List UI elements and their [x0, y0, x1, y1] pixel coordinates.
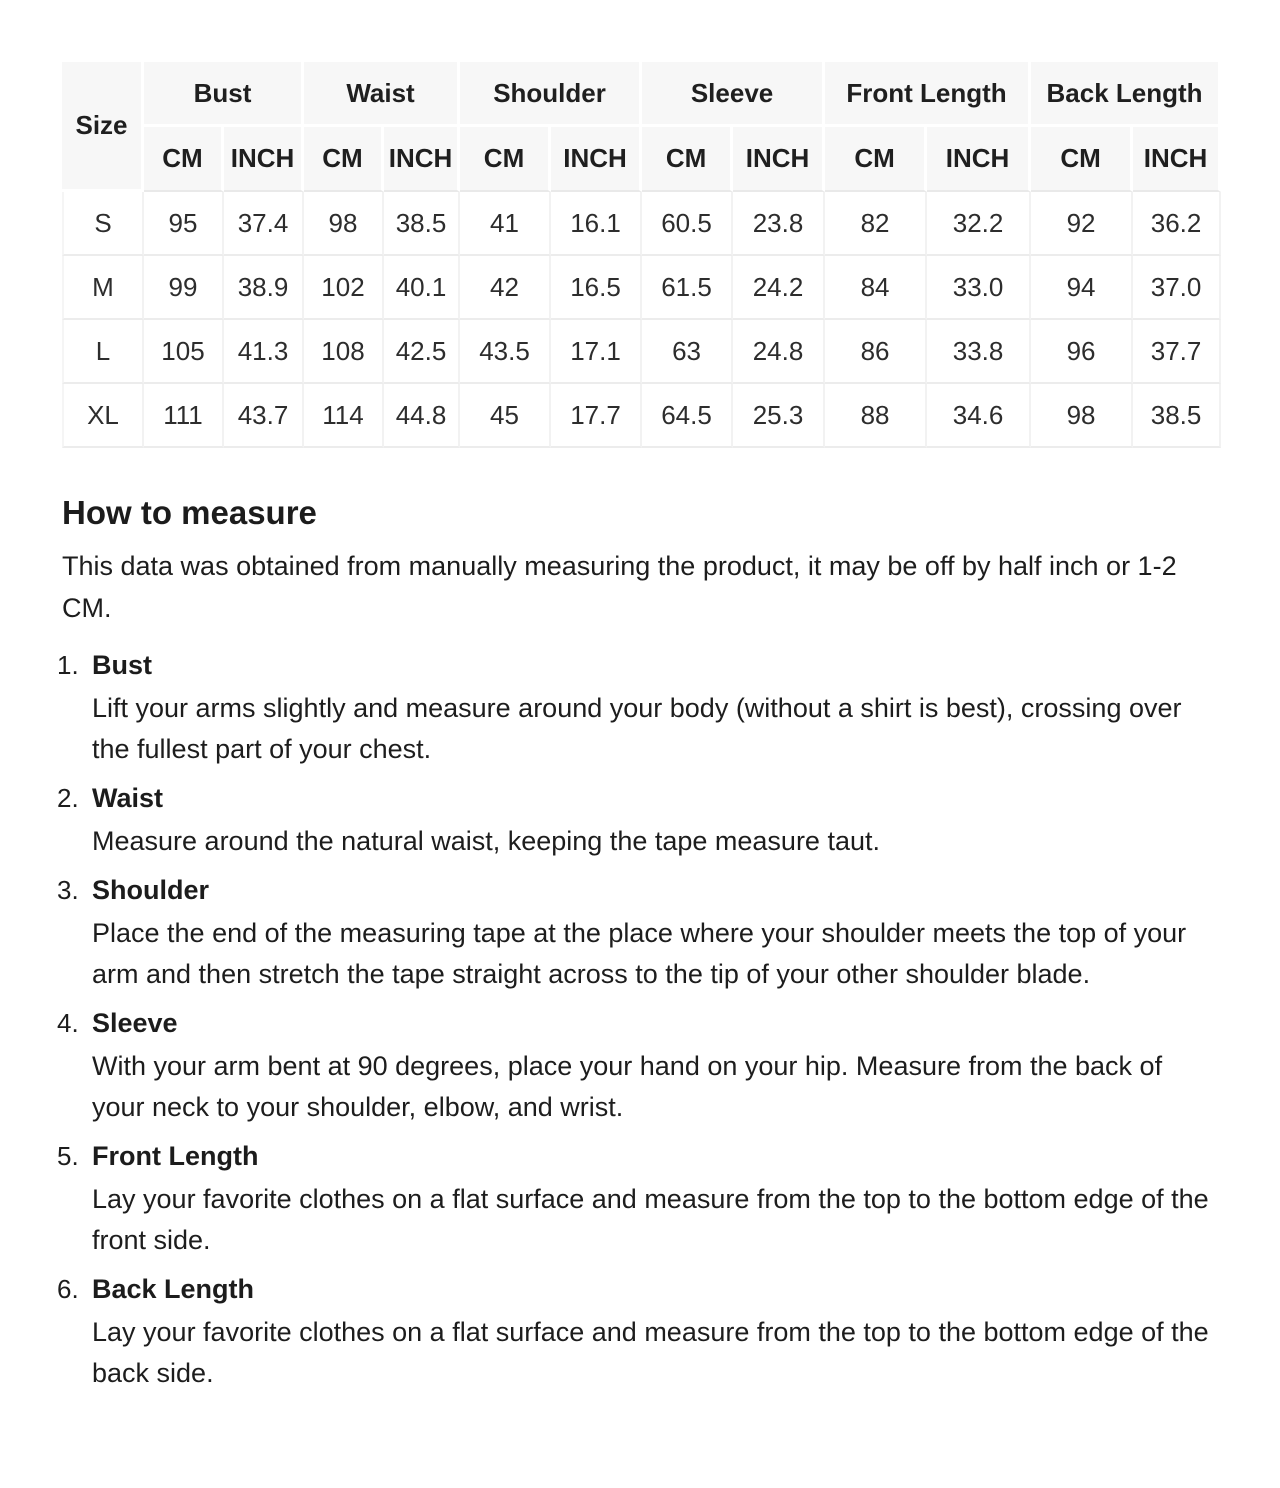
group-header-shoulder: Shoulder [460, 62, 642, 127]
measurement-value-inch: 41.3 [224, 320, 304, 384]
group-header-sleeve: Sleeve [642, 62, 825, 127]
step-description: Place the end of the measuring tape at the place where your shoulder meets the top of your arm and then stretch the tape straight across to the tip of your other shoulder blade. [92, 918, 1187, 989]
step-title: Bust [92, 650, 152, 680]
measurement-value-cm: 98 [1031, 384, 1133, 448]
size-chart-row [62, 384, 1221, 448]
unit-header-row [62, 127, 1221, 192]
measurement-value-cm: 63 [642, 320, 733, 384]
measurement-value-cm: 114 [304, 384, 384, 448]
unit-header-inch: INCH [927, 127, 1031, 192]
measurement-value-inch: 16.1 [551, 192, 642, 256]
measurement-value-cm: 111 [144, 384, 224, 448]
step-title: Sleeve [92, 1008, 178, 1038]
measurement-value-inch: 36.2 [1133, 192, 1221, 256]
unit-header-cm: CM [642, 127, 733, 192]
measurement-value-cm: 82 [825, 192, 927, 256]
unit-header-cm: CM [304, 127, 384, 192]
measure-steps-list [57, 645, 1221, 1394]
measurement-value-cm: 102 [304, 256, 384, 320]
unit-header-inch: INCH [384, 127, 460, 192]
measurement-value-cm: 108 [304, 320, 384, 384]
size-chart-table [62, 62, 1221, 448]
group-header-bust: Bust [144, 62, 304, 127]
step-title: Shoulder [92, 875, 210, 905]
measurement-value-inch: 38.5 [384, 192, 460, 256]
measurement-value-cm: 92 [1031, 192, 1133, 256]
measure-step-item [57, 645, 1221, 770]
measurement-value-inch: 37.4 [224, 192, 304, 256]
measurement-value-cm: 88 [825, 384, 927, 448]
unit-header-cm: CM [460, 127, 551, 192]
step-title: Waist [92, 783, 164, 813]
measure-step-item [57, 1003, 1221, 1128]
step-description: Lift your arms slightly and measure around your body (without a shirt is best), crossing over the fullest part of your chest. [92, 693, 1182, 764]
measurement-value-inch: 34.6 [927, 384, 1031, 448]
measurement-value-cm: 42 [460, 256, 551, 320]
measurement-value-cm: 96 [1031, 320, 1133, 384]
measurement-value-inch: 37.0 [1133, 256, 1221, 320]
how-to-measure-heading: How to measure [62, 494, 317, 531]
measure-disclaimer-text: This data was obtained from manually measuring the product, it may be off by half inch or 1-2 CM. [62, 551, 1177, 623]
size-label-cell: XL [62, 384, 144, 448]
unit-header-inch: INCH [1133, 127, 1221, 192]
measurement-value-inch: 40.1 [384, 256, 460, 320]
measurement-value-inch: 38.9 [224, 256, 304, 320]
step-number: 2. [57, 783, 79, 813]
measurement-value-inch: 17.1 [551, 320, 642, 384]
measurement-value-inch: 44.8 [384, 384, 460, 448]
measurement-group-row [62, 62, 1221, 127]
group-header-front-length: Front Length [825, 62, 1031, 127]
measurement-value-inch: 33.8 [927, 320, 1031, 384]
step-description: Lay your favorite clothes on a flat surface and measure from the top to the bottom edge of the front side. [92, 1184, 1209, 1255]
step-title: Back Length [92, 1274, 255, 1304]
step-number: 5. [57, 1141, 79, 1171]
measurement-value-inch: 24.8 [733, 320, 825, 384]
unit-header-inch: INCH [733, 127, 825, 192]
measurement-value-inch: 32.2 [927, 192, 1031, 256]
measurement-value-inch: 16.5 [551, 256, 642, 320]
unit-header-cm: CM [825, 127, 927, 192]
size-label-cell: S [62, 192, 144, 256]
step-description: With your arm bent at 90 degrees, place your hand on your hip. Measure from the back of your neck to your shoulder, elbow, and wrist. [92, 1051, 1163, 1122]
measurement-value-cm: 84 [825, 256, 927, 320]
measurement-value-cm: 41 [460, 192, 551, 256]
measurement-value-cm: 105 [144, 320, 224, 384]
measurement-value-inch: 38.5 [1133, 384, 1221, 448]
measurement-value-inch: 42.5 [384, 320, 460, 384]
size-label-cell: M [62, 256, 144, 320]
step-number: 6. [57, 1274, 79, 1304]
measurement-value-cm: 45 [460, 384, 551, 448]
measurement-value-cm: 94 [1031, 256, 1133, 320]
unit-header-cm: CM [144, 127, 224, 192]
size-chart-header [62, 62, 1221, 192]
measurement-value-cm: 43.5 [460, 320, 551, 384]
step-description: Lay your favorite clothes on a flat surface and measure from the top to the bottom edge of the back side. [92, 1317, 1209, 1388]
measurement-value-inch: 43.7 [224, 384, 304, 448]
size-chart-body [62, 192, 1221, 448]
measurement-value-inch: 33.0 [927, 256, 1031, 320]
measurement-value-inch: 17.7 [551, 384, 642, 448]
how-to-measure-section [57, 492, 1221, 1394]
measurement-value-cm: 99 [144, 256, 224, 320]
unit-header-inch: INCH [224, 127, 304, 192]
measurement-value-cm: 95 [144, 192, 224, 256]
measure-step-item [57, 870, 1221, 995]
measurement-value-cm: 98 [304, 192, 384, 256]
unit-header-inch: INCH [551, 127, 642, 192]
measurement-value-cm: 64.5 [642, 384, 733, 448]
measurement-value-inch: 24.2 [733, 256, 825, 320]
measure-step-item [57, 1136, 1221, 1261]
step-number: 3. [57, 875, 79, 905]
size-chart-row [62, 320, 1221, 384]
measurement-value-cm: 60.5 [642, 192, 733, 256]
measurement-value-inch: 25.3 [733, 384, 825, 448]
size-column-header: Size [62, 62, 144, 192]
measurement-value-cm: 61.5 [642, 256, 733, 320]
measurement-value-inch: 23.8 [733, 192, 825, 256]
size-chart-row [62, 256, 1221, 320]
group-header-waist: Waist [304, 62, 460, 127]
measure-step-item [57, 1269, 1221, 1394]
measurement-value-inch: 37.7 [1133, 320, 1221, 384]
group-header-back-length: Back Length [1031, 62, 1221, 127]
step-title: Front Length [92, 1141, 259, 1171]
size-chart-row [62, 192, 1221, 256]
step-number: 4. [57, 1008, 79, 1038]
step-number: 1. [57, 650, 79, 680]
step-description: Measure around the natural waist, keeping the tape measure taut. [92, 826, 880, 856]
measure-step-item [57, 778, 1221, 862]
measurement-value-cm: 86 [825, 320, 927, 384]
size-label-cell: L [62, 320, 144, 384]
unit-header-cm: CM [1031, 127, 1133, 192]
